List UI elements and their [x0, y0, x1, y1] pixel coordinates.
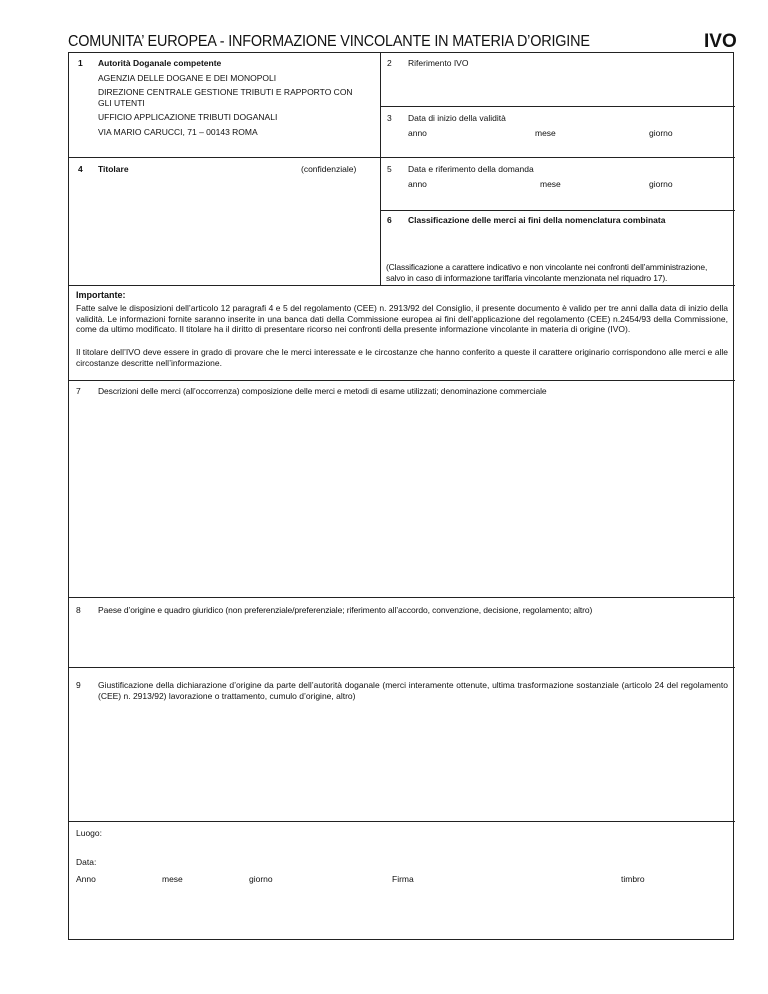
form-frame [68, 52, 734, 940]
box4-note: (confidenziale) [301, 164, 357, 174]
box1-number: 1 [78, 58, 83, 68]
footer-mese: mese [162, 874, 183, 884]
divider-box9 [69, 667, 735, 668]
box3-giorno: giorno [649, 128, 673, 138]
form-title: COMUNITA’ EUROPEA - INFORMAZIONE VINCOLANTE IN MATERIA D’ORIGINE [68, 33, 590, 50]
important-heading: Importante: [76, 290, 126, 300]
divider-box2-box3 [380, 106, 735, 107]
important-paragraph-1: Fatte salve le disposizioni dell’articolo 12 paragrafi 4 e 5 del regolamento (CEE) n. 2913/92 del Consiglio, il presente documento è valido per tre anni dalla data di inizio della validità. Le informazioni fornite saranno inserite in una banca dati della Commissione europea ai fini dell’applicazione del regolamento (CEE) n.2454/93 della Commissione, come da ultimo modificato. Il titolare ha il diritto di presentare ricorso nei confronti della presente informazione vincolante in materia di origine (IVO). [76, 303, 728, 334]
divider-footer [69, 821, 735, 822]
box1-address: VIA MARIO CARUCCI, 71 – 00143 ROMA [98, 127, 258, 137]
box9-number: 9 [76, 680, 81, 690]
form-code: IVO [704, 31, 737, 52]
box5-label: Data e riferimento della domanda [408, 164, 534, 174]
box1-label: Autorità Doganale competente [98, 58, 222, 68]
footer-stamp: timbro [621, 874, 645, 884]
box9-label: Giustificazione della dichiarazione d’origine da parte dell’autorità doganale (merci interamente ottenute, ultima trasformazione sostanziale (articolo 24 del regolamento (CEE) n. 2913/92) lavorazione o trattamento, cumulo d’origine, altro) [98, 680, 728, 701]
box2-number: 2 [387, 58, 392, 68]
box3-label: Data di inizio della validità [408, 113, 506, 123]
column-divider [380, 53, 381, 285]
box4-number: 4 [78, 164, 83, 174]
box6-number: 6 [387, 215, 392, 225]
footer-giorno: giorno [249, 874, 273, 884]
box7-label: Descrizioni delle merci (all’occorrenza) composizione delle merci e metodi di esame utilizzati; denominazione commerciale [98, 386, 547, 396]
box3-mese: mese [535, 128, 556, 138]
box5-giorno: giorno [649, 179, 673, 189]
box6-label: Classificazione delle merci ai fini della nomenclatura combinata [408, 215, 666, 225]
divider-box7 [69, 380, 735, 381]
footer-signature: Firma [392, 874, 414, 884]
box5-mese: mese [540, 179, 561, 189]
box8-label: Paese d’origine e quadro giuridico (non preferenziale/preferenziale; riferimento all’accordo, convenzione, decisione, regolamento; altro) [98, 605, 593, 615]
box8-number: 8 [76, 605, 81, 615]
footer-date-label: Data: [76, 857, 97, 867]
box4-label: Titolare [98, 164, 129, 174]
divider-box8 [69, 597, 735, 598]
box3-number: 3 [387, 113, 392, 123]
box5-anno: anno [408, 179, 427, 189]
footer-place-label: Luogo: [76, 828, 102, 838]
box2-label: Riferimento IVO [408, 58, 469, 68]
footer-anno: Anno [76, 874, 96, 884]
box1-office: UFFICIO APPLICAZIONE TRIBUTI DOGANALI [98, 112, 278, 122]
box1-directorate: DIREZIONE CENTRALE GESTIONE TRIBUTI E RAPPORTO CON GLI UTENTI [98, 87, 353, 108]
box7-number: 7 [76, 386, 81, 396]
box6-note: (Classificazione a carattere indicativo e non vincolante nei confronti dell’amministrazione, salvo in caso di informazione tariffaria vincolante menzionata nel riquadro 17). [386, 262, 708, 283]
divider-upper-rows [69, 157, 735, 158]
box1-authority: AGENZIA DELLE DOGANE E DEI MONOPOLI [98, 73, 277, 83]
divider-important [69, 285, 735, 286]
box3-anno: anno [408, 128, 427, 138]
important-paragraph-2: Il titolare dell’IVO deve essere in grado di provare che le merci interessate e le circostanze che hanno conferito a queste il carattere originario corrispondono alle merci e alle circostanze descritte nell’informazione. [76, 347, 728, 368]
divider-box5-box6 [380, 210, 735, 211]
box5-number: 5 [387, 164, 392, 174]
